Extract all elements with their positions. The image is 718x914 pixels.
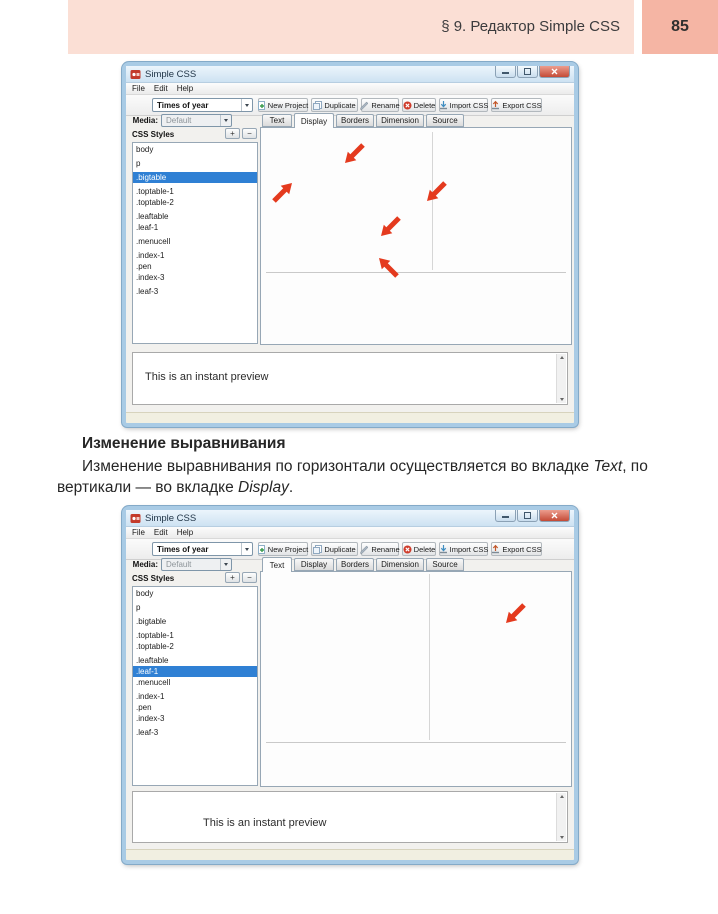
css-styles-list: [132, 142, 258, 344]
export-icon: [491, 545, 500, 554]
duplicate-icon: [313, 545, 322, 554]
preview-pane: [132, 791, 568, 843]
tab-dimension[interactable]: Dimension: [376, 558, 424, 571]
remove-style-button[interactable]: −: [242, 572, 257, 583]
menu-edit[interactable]: Edit: [153, 528, 168, 537]
delete-button[interactable]: Delete: [402, 98, 436, 112]
simple-css-window-top: [122, 62, 578, 427]
status-bar: [126, 412, 574, 423]
export-css-button[interactable]: Export CSS: [491, 542, 542, 556]
menu-help[interactable]: Help: [176, 84, 194, 93]
annotation-arrow-vertical-position: [377, 256, 401, 280]
maximize-button[interactable]: [517, 66, 538, 78]
paragraph: Изменение выравнивания по горизонтали осуществляется во вкладке Text, по вертикали — во вкладке Display.: [57, 458, 648, 496]
annotation-arrow-repeat: [425, 179, 449, 203]
list-item[interactable]: .pen: [136, 262, 152, 271]
minimize-button[interactable]: [495, 66, 516, 78]
tab-display[interactable]: Display: [294, 558, 334, 571]
list-item-selected[interactable]: .leaf-1: [133, 666, 257, 677]
list-item[interactable]: .pen: [136, 703, 152, 712]
preview-scrollbar[interactable]: [556, 354, 566, 403]
list-item[interactable]: .index-3: [136, 714, 165, 723]
import-icon: [439, 545, 448, 554]
media-label: Media:: [132, 116, 158, 125]
styles-panel-title: CSS Styles: [132, 130, 175, 139]
preview-scrollbar[interactable]: [556, 793, 566, 841]
display-tab-panel: [260, 127, 572, 345]
toolbar: [126, 539, 574, 560]
body-text: [57, 433, 673, 498]
project-select[interactable]: Times of year: [152, 98, 253, 112]
rename-icon: [360, 545, 369, 554]
window-title: Simple CSS: [145, 68, 197, 80]
import-css-button[interactable]: Import CSS: [439, 98, 488, 112]
styles-panel-title: CSS Styles: [132, 574, 175, 583]
list-item[interactable]: .menucell: [136, 678, 171, 687]
tab-borders[interactable]: Borders: [336, 558, 374, 571]
css-styles-list: [132, 586, 258, 786]
project-select[interactable]: Times of year: [152, 542, 253, 556]
list-item[interactable]: .index-1: [136, 251, 165, 260]
tab-source[interactable]: Source: [426, 114, 464, 127]
delete-icon: [403, 101, 412, 110]
tab-text[interactable]: Text: [262, 557, 292, 572]
maximize-button[interactable]: [517, 510, 538, 522]
tab-text[interactable]: Text: [262, 114, 292, 127]
rename-button[interactable]: Rename: [361, 98, 399, 112]
preview-text: This is an instant preview: [145, 371, 269, 383]
list-item[interactable]: .leaf-1: [136, 223, 159, 232]
add-style-button[interactable]: +: [225, 572, 240, 583]
delete-button[interactable]: Delete: [402, 542, 436, 556]
page-number: 85: [642, 0, 718, 54]
annotation-arrow-image-select: [343, 141, 367, 165]
menu-bar: [126, 83, 574, 95]
minimize-button[interactable]: [495, 510, 516, 522]
export-icon: [491, 101, 500, 110]
list-item[interactable]: body: [136, 589, 154, 598]
media-select[interactable]: Default: [161, 114, 232, 127]
toolbar: [126, 95, 574, 116]
preview-text: This is an instant preview: [203, 817, 327, 829]
list-item[interactable]: .index-1: [136, 692, 165, 701]
preview-pane: [132, 352, 568, 405]
duplicate-icon: [313, 101, 322, 110]
list-item[interactable]: p: [136, 603, 141, 612]
media-select[interactable]: Default: [161, 558, 232, 571]
duplicate-button[interactable]: Duplicate: [311, 98, 358, 112]
new-project-icon: [258, 101, 266, 110]
list-item[interactable]: .toptable-2: [136, 198, 174, 207]
close-button[interactable]: [539, 510, 570, 522]
list-item[interactable]: .leaf-3: [136, 728, 159, 737]
remove-style-button[interactable]: −: [242, 128, 257, 139]
list-item[interactable]: .bigtable: [136, 617, 167, 626]
list-item[interactable]: .leaftable: [136, 656, 169, 665]
simple-css-window-bottom: [122, 506, 578, 864]
import-icon: [439, 101, 448, 110]
delete-icon: [403, 545, 412, 554]
menu-bar: [126, 527, 574, 539]
annotation-arrow-horizontal-position: [379, 214, 403, 238]
menu-help[interactable]: Help: [176, 528, 194, 537]
list-item[interactable]: body: [136, 145, 154, 154]
window-title: Simple CSS: [145, 512, 197, 524]
list-item[interactable]: .leaf-3: [136, 287, 159, 296]
duplicate-button[interactable]: Duplicate: [311, 542, 358, 556]
title-bar[interactable]: [126, 510, 574, 527]
new-project-icon: [258, 545, 266, 554]
section-heading: Изменение выравнивания: [82, 435, 286, 452]
menu-file[interactable]: File: [132, 84, 145, 93]
new-project-button[interactable]: New Project: [258, 98, 308, 112]
header-title: § 9. Редактор Simple CSS: [441, 18, 620, 35]
tab-borders[interactable]: Borders: [336, 114, 374, 127]
title-bar[interactable]: [126, 66, 574, 83]
header-band: [68, 0, 634, 54]
import-css-button[interactable]: Import CSS: [439, 542, 488, 556]
list-item-selected[interactable]: .bigtable: [133, 172, 257, 183]
list-item[interactable]: .menucell: [136, 237, 171, 246]
list-item[interactable]: p: [136, 159, 141, 168]
list-item[interactable]: .leaftable: [136, 212, 169, 221]
app-icon: [130, 513, 141, 524]
new-project-button[interactable]: New Project: [258, 542, 308, 556]
list-item[interactable]: .index-3: [136, 273, 165, 282]
rename-button[interactable]: Rename: [361, 542, 399, 556]
tab-display[interactable]: Display: [294, 113, 334, 128]
tab-source[interactable]: Source: [426, 558, 464, 571]
tab-dimension[interactable]: Dimension: [376, 114, 424, 127]
annotation-arrow-text-align: [504, 601, 528, 625]
menu-edit[interactable]: Edit: [153, 84, 168, 93]
add-style-button[interactable]: +: [225, 128, 240, 139]
app-icon: [130, 69, 141, 80]
list-item[interactable]: .toptable-1: [136, 631, 174, 640]
list-item[interactable]: .toptable-2: [136, 642, 174, 651]
status-bar: [126, 849, 574, 860]
rename-icon: [360, 101, 369, 110]
close-button[interactable]: [539, 66, 570, 78]
menu-file[interactable]: File: [132, 528, 145, 537]
annotation-arrow-image-url: [270, 181, 294, 205]
export-css-button[interactable]: Export CSS: [491, 98, 542, 112]
list-item[interactable]: .toptable-1: [136, 187, 174, 196]
media-label: Media:: [132, 560, 158, 569]
